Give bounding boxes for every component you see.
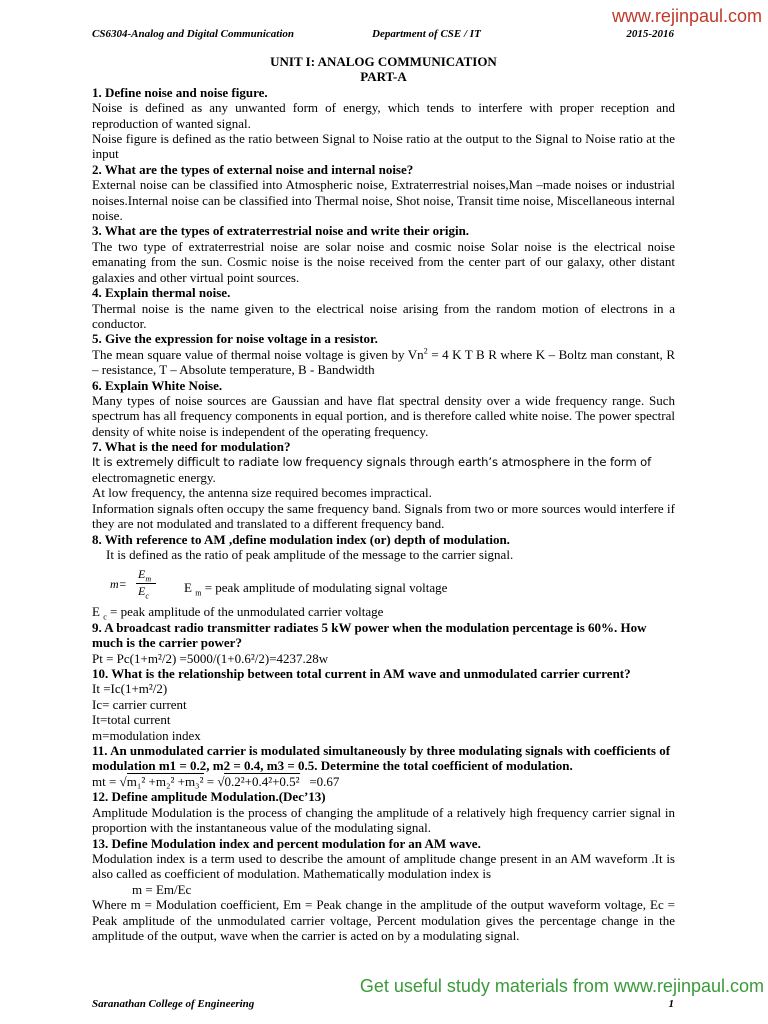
- header-department: Department of CSE / IT: [372, 28, 481, 40]
- question-7: 7. What is the need for modulation?: [92, 439, 291, 455]
- question-10: 10. What is the relationship between total current in AM wave and unmodulated carrier current?: [92, 666, 631, 682]
- part-title: PART-A: [360, 69, 407, 85]
- ec-definition: E $_c$ = peak amplitude of the unmodulated carrier voltage: [92, 604, 384, 622]
- answer-5-pre: The mean square value of thermal noise voltage is given by Vn: [92, 346, 424, 362]
- page-footer: [92, 998, 674, 1010]
- question-12: 12. Define amplitude Modulation.(Dec’13): [92, 789, 326, 805]
- fraction-lhs: m=: [110, 577, 127, 592]
- radical-1: m₁² +m₂² +m₃²: [126, 773, 204, 789]
- footer-college: Saranathan College of Engineering: [92, 998, 255, 1010]
- question-8: 8. With reference to AM ,define modulation index (or) depth of modulation.: [92, 531, 510, 547]
- question-9: 9. A broadcast radio transmitter radiates 5 kW power when the modulation percentage is 60%. How much is the carrier power?: [92, 619, 647, 651]
- question-3: 3. What are the types of extraterrestrial noise and write their origin.: [92, 223, 470, 239]
- answer-8-definition: It is defined as the ratio of peak amplitude of the message to the carrier signal.: [106, 547, 514, 562]
- unit-title: UNIT I: ANALOG COMMUNICATION: [270, 54, 497, 69]
- watermark-bottom[interactable]: Get useful study materials from www.rejinpaul.com: [359, 976, 764, 996]
- answer-10-line-1: It =Ic(1+m²/2): [92, 681, 168, 697]
- answer-11-result: =0.67: [299, 773, 340, 789]
- answer-13-line-1: Modulation index is a term used to describe the amount of amplitude change present in an AM waveform .It is also called as coefficient of modulation. Mathematically modulation index is: [92, 850, 675, 882]
- modulation-index-formula: [92, 564, 675, 602]
- answer-5-sup: 2: [423, 346, 428, 356]
- answer-7-line-3: Information signals often occupy the same frequency band. Signals from two or more sources would interfere if they are not modulated and translated to a different frequency band.: [92, 500, 675, 532]
- answer-5: [92, 347, 675, 378]
- question-5: 5. Give the expression for noise voltage in a resistor.: [92, 331, 378, 347]
- fraction-numerator: $E_m$: [138, 567, 152, 584]
- answer-7-line-1: It is extremely difficult to radiate low frequency signals through earth’s atmosphere in the form of: [92, 454, 652, 469]
- answer-3: The two type of extraterrestrial noise are solar noise and cosmic noise Solar noise is the electrical noise emanating from the sun. Cosmic noise is the noise received from the center part of our galaxy, other distant galaxies and other virtual point sources.: [92, 238, 675, 285]
- answer-7-line-2: At low frequency, the antenna size required becomes impractical.: [92, 485, 432, 501]
- question-11: 11. An unmodulated carrier is modulated simultaneously by three modulating signals with coefficients of modulation m1 = 0.2, m2 = 0.4, m3 = 0.5. Determine the total coefficient of modulation.: [92, 743, 671, 774]
- question-6: 6. Explain White Noise.: [92, 377, 223, 393]
- header-course: CS6304-Analog and Digital Communication: [92, 28, 295, 40]
- answer-9: Pt = Pc(1+m²/2) =5000/(1+0.6²/2)=4237.28w: [92, 650, 329, 666]
- answer-13-line-3: Where m = Modulation coefficient, Em = Peak change in the amplitude of the output waveform voltage, Ec = Peak amplitude of the unmodulated carrier voltage, Percent modulation gives the percentage change in the amplitude of the output, wave when the carrier is acted on by a modulating signal.: [92, 897, 675, 943]
- question-2: 2. What are the types of external noise and internal noise?: [92, 161, 414, 177]
- answer-10-line-2: Ic= carrier current: [92, 696, 187, 712]
- header-year: 2015-2016: [626, 28, 674, 40]
- answer-12: Amplitude Modulation is the process of changing the amplitude of a relatively high frequency carrier signal in proportion with the instantaneous value of the modulating signal.: [92, 804, 675, 836]
- answer-6: Many types of noise sources are Gaussian and have flat spectral density over a wide frequency range. Such spectrum has all frequency components in equal portion, and is therefore called white noise. The power spectral density of white noise is independent of the operating frequency.: [92, 392, 675, 439]
- answer-4: Thermal noise is the name given to the electrical noise arising from the random motion of electrons in a conductor.: [92, 300, 675, 331]
- answer-1-noise-figure: Noise figure is defined as the ratio between Signal to Noise ratio at the output to the Signal to Noise ratio at the input: [92, 131, 675, 162]
- answer-7-line-1b: electromagnetic energy.: [92, 469, 216, 485]
- answer-10-line-4: m=modulation index: [92, 727, 201, 743]
- question-4: 4. Explain thermal noise.: [92, 285, 231, 301]
- question-13: 13. Define Modulation index and percent modulation for an AM wave.: [92, 835, 481, 851]
- radical-2: 0.2²+0.4²+0.5²: [224, 773, 300, 789]
- document-body: [92, 54, 675, 943]
- watermark-top[interactable]: www.rejinpaul.com: [611, 6, 762, 26]
- answer-11: mt = √m₁² +m₂² +m₃² = √0.2²+0.4²+0.5² =0.67: [92, 773, 340, 789]
- answer-1-noise: Noise is defined as any unwanted form of energy, which tends to interfere with proper reception and reproduction of wanted signal.: [92, 100, 675, 131]
- page-number: 1: [668, 998, 674, 1010]
- em-definition: E $_m$ = peak amplitude of modulating signal voltage: [184, 580, 448, 598]
- question-1: 1. Define noise and noise figure.: [92, 84, 268, 100]
- answer-10-line-3: It=total current: [92, 712, 171, 728]
- answer-13-formula: m = Em/Ec: [132, 881, 192, 897]
- answer-2: External noise can be classified into Atmospheric noise, Extraterrestrial noises,Man –made noises or industrial noises.Internal noise can be classified into Thermal noise, Shot noise, Transit time noise, Miscellaneous internal noise.: [92, 177, 675, 224]
- answer-5-post: = 4 K T B R where K – Boltz man constant, R – resistance, T – Absolute temperature, B - Bandwidth: [92, 346, 676, 378]
- fraction-denominator: $E_c$: [138, 584, 149, 601]
